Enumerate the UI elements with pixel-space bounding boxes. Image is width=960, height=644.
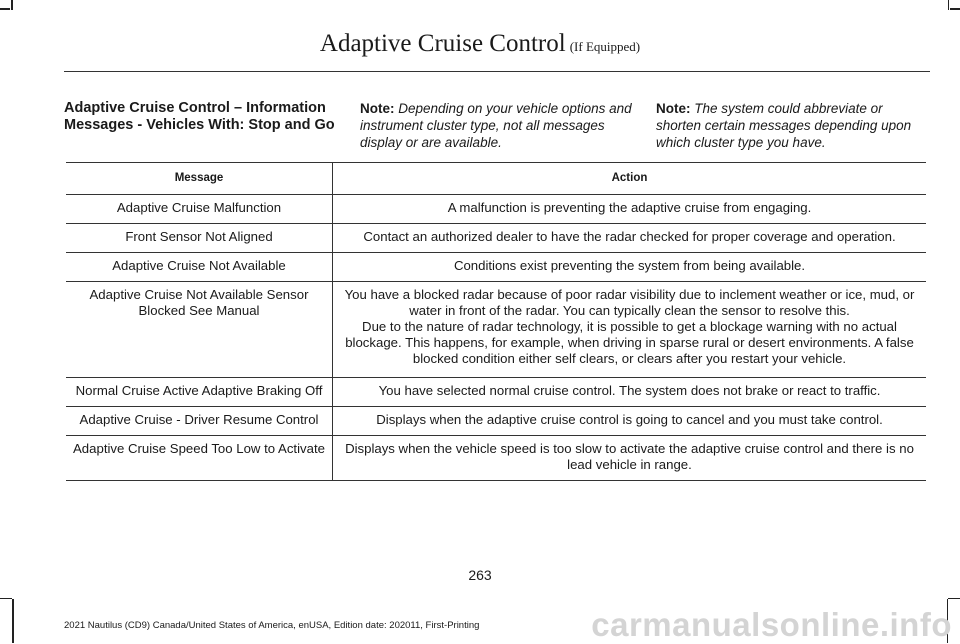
note-2 bbox=[656, 100, 930, 151]
crop-mark bbox=[12, 599, 14, 643]
action-cell bbox=[333, 378, 927, 407]
action-cell bbox=[333, 253, 927, 282]
crop-mark bbox=[11, 0, 13, 10]
message-cell: Adaptive Cruise Not Available Sensor Blocked See Manual bbox=[66, 282, 333, 378]
page-header bbox=[0, 30, 960, 58]
table-row bbox=[66, 195, 926, 224]
note-label: Note: bbox=[656, 101, 691, 116]
message-cell: Adaptive Cruise Malfunction bbox=[66, 195, 333, 224]
table-row bbox=[66, 407, 926, 436]
section-heading: Adaptive Cruise Control – Information Messages - Vehicles With: Stop and Go bbox=[64, 100, 335, 133]
action-cell bbox=[333, 224, 927, 253]
action-text: Due to the nature of radar technology, it is possible to get a blockage warning with no actual blockage. This happens, for example, when driving in sparse rural or desert environments. A false blocked condition either self clears, or clears after you restart your vehicle. bbox=[345, 319, 914, 366]
message-cell: Normal Cruise Active Adaptive Braking Off bbox=[66, 378, 333, 407]
action-cell bbox=[333, 195, 927, 224]
page-number: 263 bbox=[468, 567, 492, 583]
note-label: Note: bbox=[360, 101, 395, 116]
message-cell: Adaptive Cruise Speed Too Low to Activate bbox=[66, 436, 333, 481]
action-cell bbox=[333, 436, 927, 481]
footer-edition: 2021 Nautilus (CD9) Canada/United States of America, enUSA, Edition date: 202011, First-Printing bbox=[64, 620, 480, 631]
action-cell bbox=[333, 282, 927, 378]
table-row bbox=[66, 378, 926, 407]
messages-table bbox=[66, 162, 926, 481]
crop-mark bbox=[948, 0, 950, 10]
column-header-action: Action bbox=[333, 163, 927, 195]
action-text: Contact an authorized dealer to have the radar checked for proper coverage and operation. bbox=[363, 229, 896, 244]
action-text: Displays when the vehicle speed is too slow to activate the adaptive cruise control and there is no lead vehicle in range. bbox=[345, 441, 914, 472]
message-cell: Adaptive Cruise - Driver Resume Control bbox=[66, 407, 333, 436]
note-1 bbox=[360, 100, 645, 151]
watermark: carmanualsonline.info bbox=[591, 606, 952, 643]
column-header-message: Message bbox=[66, 163, 333, 195]
table-row bbox=[66, 436, 926, 481]
message-cell: Adaptive Cruise Not Available bbox=[66, 253, 333, 282]
action-text: A malfunction is preventing the adaptive cruise from engaging. bbox=[447, 200, 812, 215]
page-subtitle: (If Equipped) bbox=[569, 39, 641, 54]
header-divider bbox=[64, 71, 930, 72]
page-title: Adaptive Cruise Control bbox=[319, 30, 566, 57]
action-text: You have selected normal cruise control. The system does not brake or react to traffic. bbox=[378, 383, 881, 398]
table-row bbox=[66, 282, 926, 378]
message-cell: Front Sensor Not Aligned bbox=[66, 224, 333, 253]
note-text: Depending on your vehicle options and instrument cluster type, not all messages display or are available. bbox=[360, 101, 632, 150]
action-text: You have a blocked radar because of poor radar visibility due to inclement weather or ice, mud, or water in front of the radar. You can typically clean the sensor to resolve this. bbox=[344, 287, 915, 318]
crop-mark bbox=[948, 598, 960, 600]
crop-mark bbox=[950, 8, 960, 10]
action-text: Displays when the adaptive cruise control is going to cancel and you must take control. bbox=[376, 412, 883, 427]
crop-mark bbox=[0, 598, 12, 600]
action-cell bbox=[333, 407, 927, 436]
crop-mark bbox=[0, 8, 10, 10]
action-text: Conditions exist preventing the system from being available. bbox=[453, 258, 806, 273]
table-row bbox=[66, 224, 926, 253]
note-text: The system could abbreviate or shorten certain messages depending upon which cluster type you have. bbox=[656, 101, 912, 150]
table-row bbox=[66, 253, 926, 282]
table-header-row bbox=[66, 163, 926, 195]
